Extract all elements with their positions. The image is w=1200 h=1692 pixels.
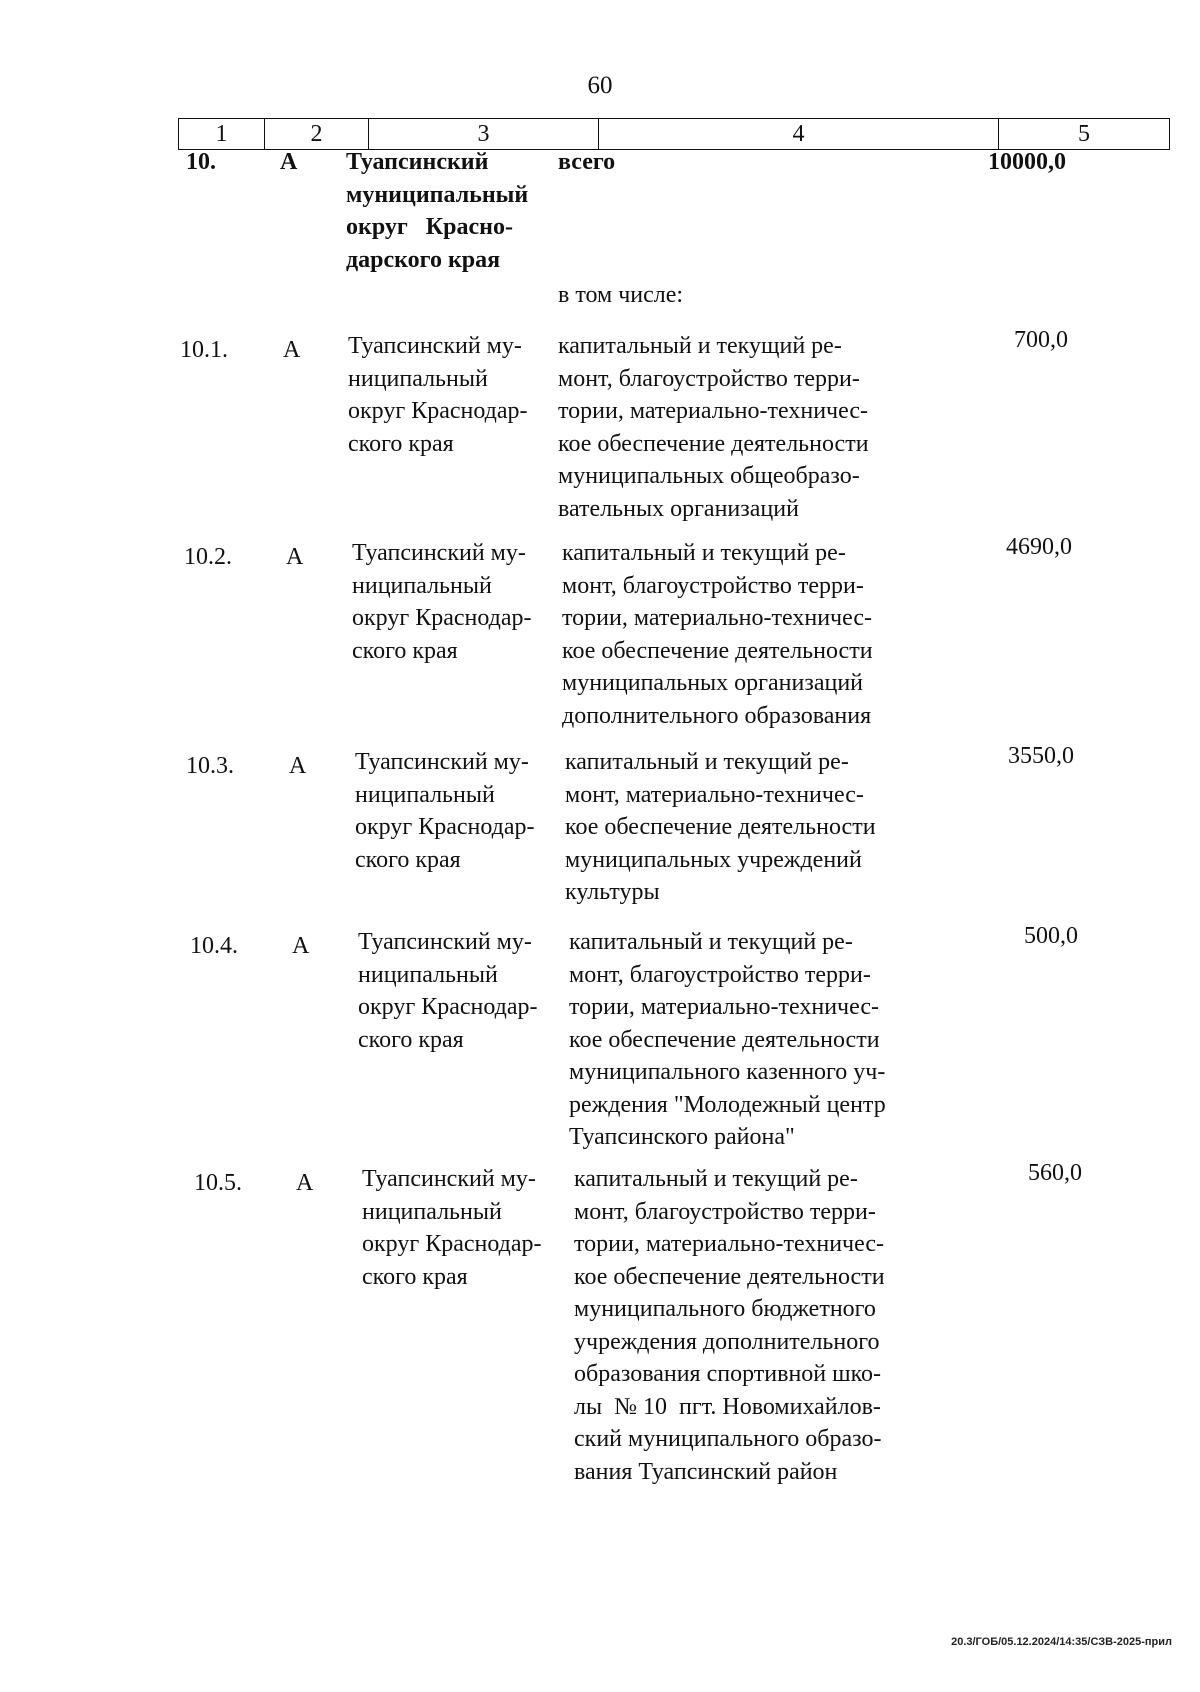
- purpose-line: образования спортивной шко-: [574, 1361, 882, 1387]
- purpose-line: муниципального казенного уч-: [569, 1059, 886, 1085]
- purpose-line: вания Туапсинский район: [574, 1458, 838, 1485]
- owner-line: муниципальный: [346, 181, 529, 208]
- purpose-line: кое обеспечение деятельности: [565, 814, 876, 840]
- row-purpose: [565, 746, 927, 909]
- row-amount: 500,0: [1024, 923, 1078, 949]
- purpose-line: монт, благоустройство терри-: [574, 1198, 876, 1225]
- row-number: 10.5.: [194, 1170, 242, 1196]
- purpose-line: кое обеспечение деятельности: [569, 1026, 880, 1053]
- purpose-line: дополнительного образования: [562, 702, 872, 729]
- purpose-line: тории, материально-техничес-: [569, 994, 879, 1020]
- row-amount: 560,0: [1028, 1160, 1082, 1186]
- purpose-line: капитальный и текущий ре-: [562, 540, 846, 566]
- purpose-line: монт, благоустройство терри-: [569, 961, 871, 988]
- owner-line: Туапсинский му-: [362, 1166, 536, 1192]
- owner-line: Туапсинский му-: [358, 929, 532, 955]
- owner-line: ниципальный: [348, 365, 488, 392]
- row-purpose: [558, 330, 920, 525]
- purpose-line: муниципального бюджетного: [574, 1296, 876, 1322]
- owner-line: округ Краснодар-: [348, 398, 528, 424]
- row-number: 10.: [186, 149, 216, 175]
- row-number: 10.3.: [186, 753, 234, 779]
- owner-line: ниципальный: [358, 961, 498, 988]
- purpose-line: капитальный и текущий ре-: [565, 749, 849, 775]
- purpose-line: культуры: [565, 879, 660, 905]
- owner-line: ниципальный: [352, 572, 492, 599]
- row-owner: [362, 1163, 562, 1293]
- purpose-line: капитальный и текущий ре-: [574, 1166, 858, 1192]
- column-header-5: 5: [1078, 121, 1090, 147]
- owner-line: ниципальный: [362, 1198, 502, 1225]
- row-amount: 3550,0: [1008, 743, 1074, 769]
- purpose-line: муниципальных общеобразо-: [558, 463, 860, 489]
- row-number: 10.4.: [190, 933, 238, 959]
- row-amount: 700,0: [1014, 327, 1068, 353]
- purpose-line: кое обеспечение деятельности: [558, 430, 869, 457]
- owner-line: Туапсинский му-: [352, 540, 526, 566]
- purpose-line: муниципальных организаций: [562, 670, 864, 696]
- purpose-line: лы № 10 пгт. Новомихайлов-: [574, 1393, 881, 1420]
- row-amount: 10000,0: [988, 149, 1066, 175]
- purpose-line: капитальный и текущий ре-: [558, 333, 842, 359]
- row-category: А: [283, 337, 301, 363]
- row-purpose: [562, 537, 924, 732]
- purpose-line: кое обеспечение деятельности: [574, 1263, 885, 1290]
- purpose-line: тории, материально-техничес-: [558, 398, 868, 424]
- column-header-2: 2: [265, 119, 369, 149]
- row-number: 10.2.: [184, 544, 232, 570]
- row-category: А: [286, 544, 304, 570]
- purpose-line: вательных организаций: [558, 495, 799, 522]
- row-category: А: [292, 933, 310, 959]
- purpose-line: монт, благоустройство терри-: [558, 365, 860, 392]
- row-owner: [346, 146, 546, 276]
- owner-line: округ Красно-: [346, 214, 513, 240]
- owner-line: округ Краснодар-: [352, 605, 532, 631]
- purpose-line: реждения "Молодежный центр: [569, 1091, 886, 1118]
- owner-line: дарского края: [346, 246, 501, 273]
- row-purpose: [574, 1163, 936, 1488]
- row-owner: [358, 926, 558, 1056]
- purpose-line: учреждения дополнительного: [574, 1328, 880, 1355]
- owner-line: ского края: [348, 430, 454, 457]
- owner-line: ского края: [352, 637, 458, 664]
- owner-line: ниципальный: [355, 781, 495, 808]
- row-owner: [355, 746, 555, 876]
- purpose-line: муниципальных учреждений: [565, 846, 862, 873]
- purpose-line: монт, материально-техничес-: [565, 781, 864, 808]
- column-header-1: 1: [179, 119, 265, 149]
- including-label: в том числе:: [558, 282, 684, 308]
- row-purpose: [569, 926, 931, 1154]
- purpose-line: тории, материально-техничес-: [574, 1231, 884, 1257]
- row-owner: [348, 330, 548, 460]
- purpose-line: монт, благоустройство терри-: [562, 572, 864, 599]
- row-owner: [352, 537, 552, 667]
- purpose-line: тории, материально-техничес-: [562, 605, 872, 631]
- row-category: А: [280, 149, 298, 175]
- column-header-4: 4: [599, 119, 999, 149]
- owner-line: ского края: [355, 846, 461, 873]
- purpose-line: капитальный и текущий ре-: [569, 929, 853, 955]
- owner-line: ского края: [358, 1026, 464, 1053]
- owner-line: Туапсинский: [346, 149, 489, 175]
- column-header-3: 3: [369, 119, 599, 149]
- purpose-line: ский муниципального образо-: [574, 1426, 882, 1452]
- row-category: А: [296, 1170, 314, 1196]
- row-purpose: всего: [558, 149, 616, 175]
- owner-line: округ Краснодар-: [362, 1231, 542, 1257]
- owner-line: ского края: [362, 1263, 468, 1290]
- owner-line: Туапсинский му-: [355, 749, 529, 775]
- owner-line: округ Краснодар-: [358, 994, 538, 1020]
- owner-line: округ Краснодар-: [355, 814, 535, 840]
- document-footer-code: 20.3/ГОБ/05.12.2024/14:35/СЗВ-2025-прил: [951, 1636, 1172, 1648]
- row-amount: 4690,0: [1006, 534, 1072, 560]
- row-number: 10.1.: [180, 337, 228, 363]
- owner-line: Туапсинский му-: [348, 333, 522, 359]
- purpose-line: Туапсинского района": [569, 1124, 795, 1150]
- page-number: 60: [587, 72, 613, 99]
- row-category: А: [289, 753, 307, 779]
- purpose-line: кое обеспечение деятельности: [562, 637, 873, 664]
